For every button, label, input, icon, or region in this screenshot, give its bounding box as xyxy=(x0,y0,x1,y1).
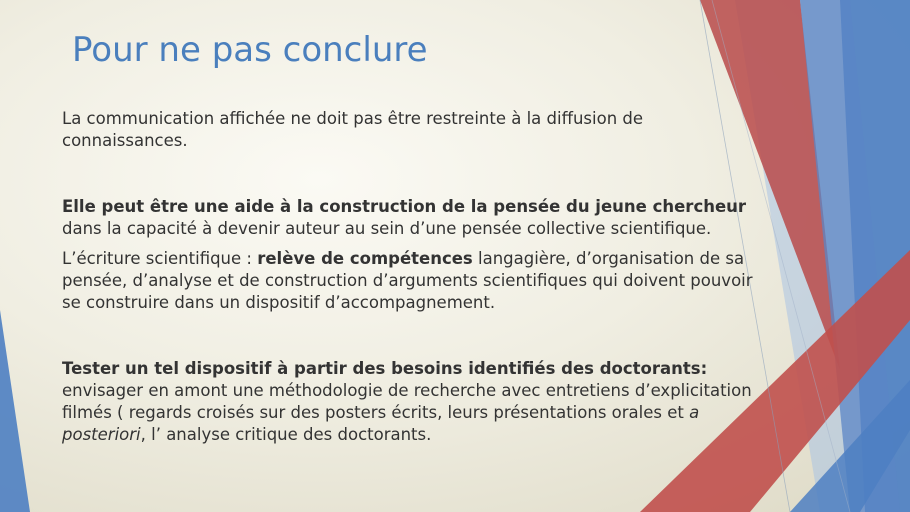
paragraph-tester-italic: a posteriori xyxy=(62,403,700,444)
paragraph-tester-rest1: envisager en amont une méthodologie de recherche avec entretiens d’explicitation filmés ( regards croisés sur des posters écrits, leurs présentations orales et xyxy=(62,381,752,422)
paragraph-ecriture-lead: L’écriture scientifique : xyxy=(62,249,258,268)
paragraph-tester-rest2: , l’ analyse critique des doctorants. xyxy=(140,425,432,444)
blue-band-left xyxy=(0,310,30,512)
paragraph-communication: La communication affichée ne doit pas être restreinte à la diffusion de connaissances. xyxy=(62,109,644,150)
paragraph-ecriture xyxy=(62,248,762,314)
slide-body xyxy=(62,108,762,446)
paragraph-ecriture-bold: relève de compétences xyxy=(257,249,473,268)
paragraph-aide-rest: dans la capacité à devenir auteur au sein d’une pensée collective scientifique. xyxy=(62,219,712,238)
paragraph-ecriture-rest: langagière, d’organisation de sa pensée, d’analyse et de construction d’arguments scientifiques qui doivent pouvoir se construire dans un dispositif d’accompagnement. xyxy=(62,249,753,312)
paragraph-tester-bold: Tester un tel dispositif à partir des besoins identifiés des doctorants: xyxy=(62,359,708,378)
paragraph-tester xyxy=(62,358,762,446)
paragraph-aide xyxy=(62,196,762,240)
paragraph-aide-bold: Elle peut être une aide à la construction de la pensée du jeune chercheur xyxy=(62,197,747,216)
slide-title: Pour ne pas conclure xyxy=(72,30,428,70)
